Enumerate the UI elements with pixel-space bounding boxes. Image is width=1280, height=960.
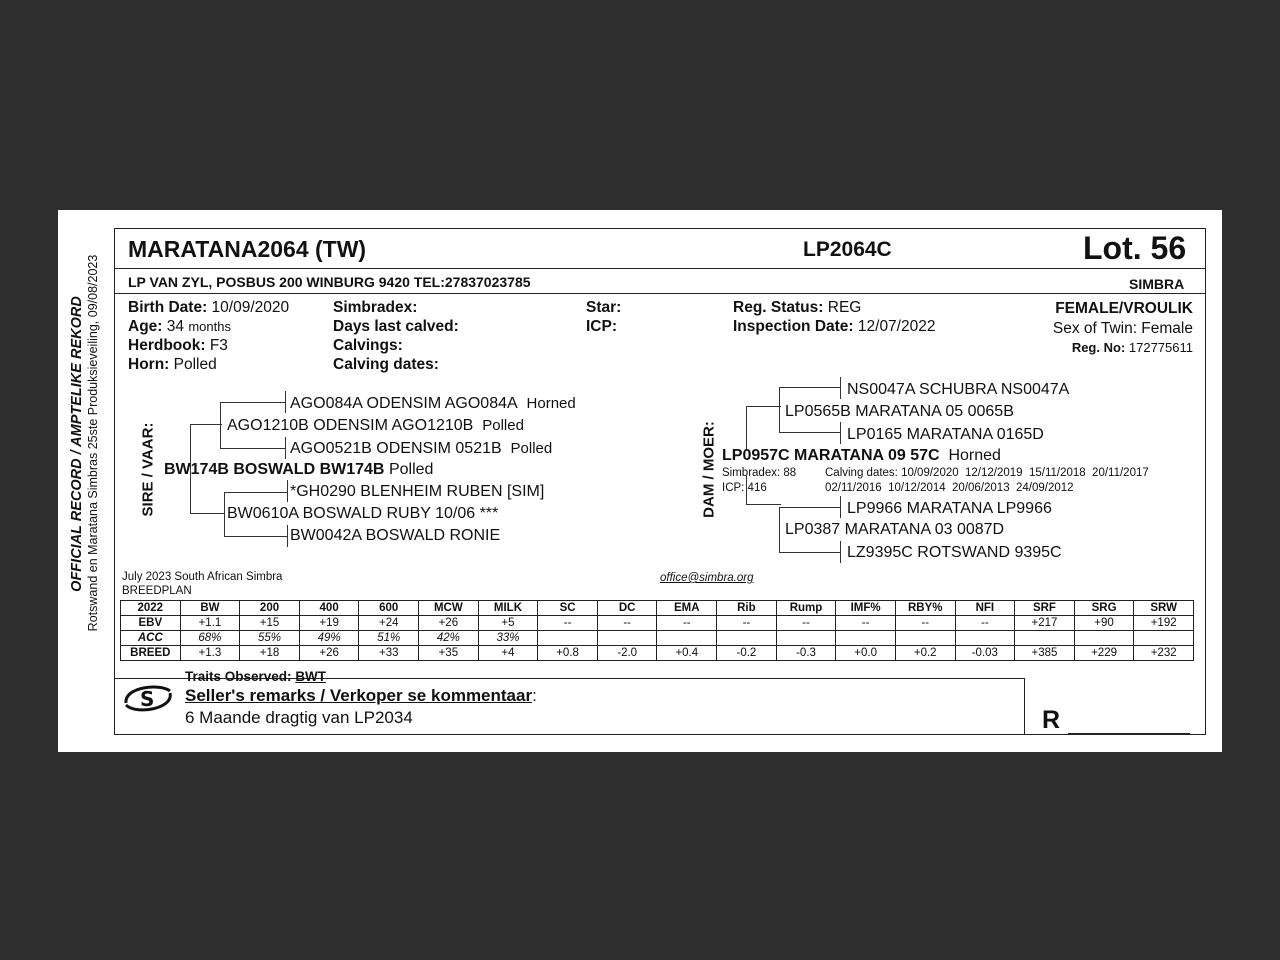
ebv-cell: EMA — [657, 601, 717, 616]
dam-name: LP0957C MARATANA 09 57C Horned — [722, 447, 1001, 464]
ebv-cell: +35 — [419, 646, 479, 661]
lot-number: Lot. 56 — [1083, 230, 1187, 266]
ped-line — [287, 525, 288, 547]
sire-name: BW174B BOSWALD BW174B Polled — [164, 461, 434, 478]
ebv-cell: Rib — [717, 601, 777, 616]
sire-label: SIRE / VAAR: — [139, 422, 157, 517]
ebv-row-label: ACC — [121, 631, 181, 646]
dam-calving-dates-1: Calving dates: 10/09/2020 12/12/2019 15/11/2018 20/11/2017 — [825, 467, 1149, 479]
ebv-cell: +0.2 — [895, 646, 955, 661]
ped-line — [224, 492, 288, 493]
ebv-header-row — [121, 601, 1194, 616]
ebv-cell: -2.0 — [597, 646, 657, 661]
sex: FEMALE/VROULIK — [1055, 300, 1193, 317]
ebv-row-label: 2022 — [121, 601, 181, 616]
dam-calving-dates-2: 02/11/2016 10/12/2014 20/06/2013 24/09/2012 — [825, 482, 1074, 494]
age: Age: 34 months — [128, 318, 231, 335]
ebv-row — [121, 616, 1194, 631]
ped-line — [779, 507, 780, 552]
ebv-cell: +217 — [1015, 616, 1075, 631]
ebv-row-label: BREED — [121, 646, 181, 661]
ebv-cell: +0.0 — [836, 646, 896, 661]
official-record-label: OFFICIAL RECORD / AMPTELIKE REKORD — [69, 296, 85, 592]
animal-name: MARATANA2064 (TW) — [128, 236, 367, 262]
ebv-cell: 400 — [299, 601, 359, 616]
ebv-cell: 200 — [240, 601, 300, 616]
ebv-cell: +15 — [240, 616, 300, 631]
ebv-cell: +18 — [240, 646, 300, 661]
ebv-cell — [895, 631, 955, 646]
ped-line — [840, 422, 841, 444]
ped-line — [190, 424, 222, 425]
ebv-cell: -0.2 — [717, 646, 777, 661]
acc-row — [121, 631, 1194, 646]
ebv-cell: BW — [180, 601, 240, 616]
ebv-table — [120, 600, 1194, 661]
star-label: Star: — [586, 299, 622, 316]
divider-header — [114, 268, 1205, 269]
ped-line — [779, 552, 841, 553]
ebv-cell — [1074, 631, 1134, 646]
reg-no: Reg. No: 172775611 — [1071, 340, 1193, 355]
traits-observed: Traits Observed: BWT — [185, 669, 327, 684]
ebv-cell: +26 — [299, 646, 359, 661]
lot-card — [58, 210, 1222, 752]
dam-icp: ICP: 416 — [722, 482, 767, 494]
registration-id: LP2064C — [803, 238, 892, 261]
herdbook: Herdbook: F3 — [128, 337, 228, 354]
ped-line — [840, 496, 841, 518]
ebv-breedplan: BREEDPLAN — [122, 585, 192, 597]
ebv-cell: -- — [538, 616, 598, 631]
ebv-cell: MILK — [478, 601, 538, 616]
price-label: R — [1042, 706, 1061, 734]
ebv-cell: +33 — [359, 646, 419, 661]
ebv-cell: -- — [597, 616, 657, 631]
birth-date: Birth Date: 10/09/2020 — [128, 299, 290, 316]
ped-line — [285, 437, 286, 459]
ebv-cell: -- — [836, 616, 896, 631]
sellers-remarks-label: Seller's remarks / Verkoper se kommentaar: — [185, 686, 537, 705]
ebv-cell: -- — [657, 616, 717, 631]
ebv-cell: +385 — [1015, 646, 1075, 661]
ebv-cell: +90 — [1074, 616, 1134, 631]
inspection-date: Inspection Date: 12/07/2022 — [733, 318, 936, 335]
sale-label: Rotswand en Maratana Simbras 25ste Produksieveiling, 09/08/2023 — [86, 254, 100, 632]
calving-dates-label: Calving dates: — [333, 356, 439, 373]
sire-sire-sire: AGO084A ODENSIM AGO084A Horned — [290, 395, 576, 412]
ebv-cell: SRG — [1074, 601, 1134, 616]
ebv-cell — [717, 631, 777, 646]
ped-line — [287, 480, 288, 502]
ebv-cell: SRW — [1134, 601, 1194, 616]
dam-dam-dam: LZ9395C ROTSWAND 9395C — [847, 544, 1062, 561]
sire-sire: AGO1210B ODENSIM AGO1210B Polled — [227, 417, 524, 434]
ebv-cell: 33% — [478, 631, 538, 646]
ebv-cell: NFI — [955, 601, 1015, 616]
ped-line — [840, 541, 841, 563]
ped-line — [190, 513, 224, 514]
dam-dam: LP0387 MARATANA 03 0087D — [785, 521, 1005, 538]
dam-dam-sire: LP9966 MARATANA LP9966 — [847, 500, 1052, 517]
ebv-cell: MCW — [419, 601, 479, 616]
ebv-cell: RBY% — [895, 601, 955, 616]
horn: Horn: Polled — [128, 356, 217, 373]
ped-line — [840, 377, 841, 399]
sire-sire-dam: AGO0521B ODENSIM 0521B Polled — [290, 440, 553, 457]
ebv-cell: -- — [717, 616, 777, 631]
sire-dam-dam: BW0042A BOSWALD RONIE — [290, 527, 501, 544]
days-last-calved-label: Days last calved: — [333, 318, 459, 335]
ped-line — [779, 432, 841, 433]
ebv-cell: +24 — [359, 616, 419, 631]
ped-line — [779, 387, 780, 432]
sellers-remarks: 6 Maande dragtig van LP2034 — [185, 708, 413, 727]
ebv-cell — [597, 631, 657, 646]
logo-letter: S — [140, 687, 155, 711]
ebv-cell: -- — [955, 616, 1015, 631]
simbra-logo-icon — [120, 679, 176, 717]
dam-sire-sire: NS0047A SCHUBRA NS0047A — [847, 381, 1070, 398]
ebv-cell: +5 — [478, 616, 538, 631]
ebv-cell: +26 — [419, 616, 479, 631]
ebv-cell — [1015, 631, 1075, 646]
ebv-row-label: EBV — [121, 616, 181, 631]
ped-line — [220, 448, 286, 449]
divider-owner — [114, 293, 1205, 294]
ebv-cell: +0.8 — [538, 646, 598, 661]
ebv-source: July 2023 South African Simbra — [122, 571, 283, 583]
ebv-cell: DC — [597, 601, 657, 616]
ebv-cell: 49% — [299, 631, 359, 646]
twin-sex: Sex of Twin: Female — [1052, 320, 1193, 337]
ebv-cell: -0.3 — [776, 646, 836, 661]
simbradex-label: Simbradex: — [333, 299, 418, 316]
dam-sire: LP0565B MARATANA 05 0065B — [785, 403, 1014, 420]
ped-line — [779, 387, 841, 388]
ebv-cell — [657, 631, 717, 646]
ebv-cell: +1.3 — [180, 646, 240, 661]
dam-sire-dam: LP0165 MARATANA 0165D — [847, 426, 1044, 443]
ebv-cell: 55% — [240, 631, 300, 646]
ped-line — [220, 402, 286, 403]
ebv-cell: 600 — [359, 601, 419, 616]
breed-label: SIMBRA — [1129, 276, 1185, 292]
ped-line — [224, 536, 288, 537]
ebv-cell — [776, 631, 836, 646]
ebv-cell: Rump — [776, 601, 836, 616]
sire-dam-sire: *GH0290 BLENHEIM RUBEN [SIM] — [290, 483, 545, 500]
ebv-cell: -- — [776, 616, 836, 631]
ped-line — [746, 406, 781, 407]
ebv-cell: -0.03 — [955, 646, 1015, 661]
ebv-cell: +19 — [299, 616, 359, 631]
price-input[interactable] — [1068, 733, 1190, 734]
ped-line — [224, 492, 225, 536]
ebv-cell: -- — [895, 616, 955, 631]
ebv-cell: +0.4 — [657, 646, 717, 661]
ebv-cell: +232 — [1134, 646, 1194, 661]
breed-row — [121, 646, 1194, 661]
ped-line — [220, 402, 221, 448]
sire-dam: BW0610A BOSWALD RUBY 10/06 *** — [227, 505, 499, 522]
ped-line — [746, 406, 747, 449]
ebv-cell — [1134, 631, 1194, 646]
ebv-cell: 68% — [180, 631, 240, 646]
owner-line: LP VAN ZYL, POSBUS 200 WINBURG 9420 TEL:27837023785 — [128, 274, 531, 290]
icp-label: ICP: — [586, 318, 617, 335]
ebv-cell: +1.1 — [180, 616, 240, 631]
ebv-cell — [836, 631, 896, 646]
reg-status: Reg. Status: REG — [733, 299, 862, 316]
email-link[interactable]: office@simbra.org — [660, 572, 754, 584]
calvings-label: Calvings: — [333, 337, 403, 354]
ebv-cell: 51% — [359, 631, 419, 646]
ebv-cell: +4 — [478, 646, 538, 661]
dam-label: DAM / MOER: — [700, 421, 718, 518]
ped-line — [779, 507, 841, 508]
ebv-cell — [955, 631, 1015, 646]
ebv-cell: IMF% — [836, 601, 896, 616]
ebv-cell: SC — [538, 601, 598, 616]
footer-notch — [1024, 678, 1025, 734]
ped-line — [746, 504, 781, 505]
dam-simbradex: Simbradex: 88 — [722, 467, 797, 479]
ebv-cell: SRF — [1015, 601, 1075, 616]
ebv-cell — [538, 631, 598, 646]
ped-line — [285, 391, 286, 413]
ebv-cell: 42% — [419, 631, 479, 646]
ebv-cell: +192 — [1134, 616, 1194, 631]
ebv-cell: +229 — [1074, 646, 1134, 661]
